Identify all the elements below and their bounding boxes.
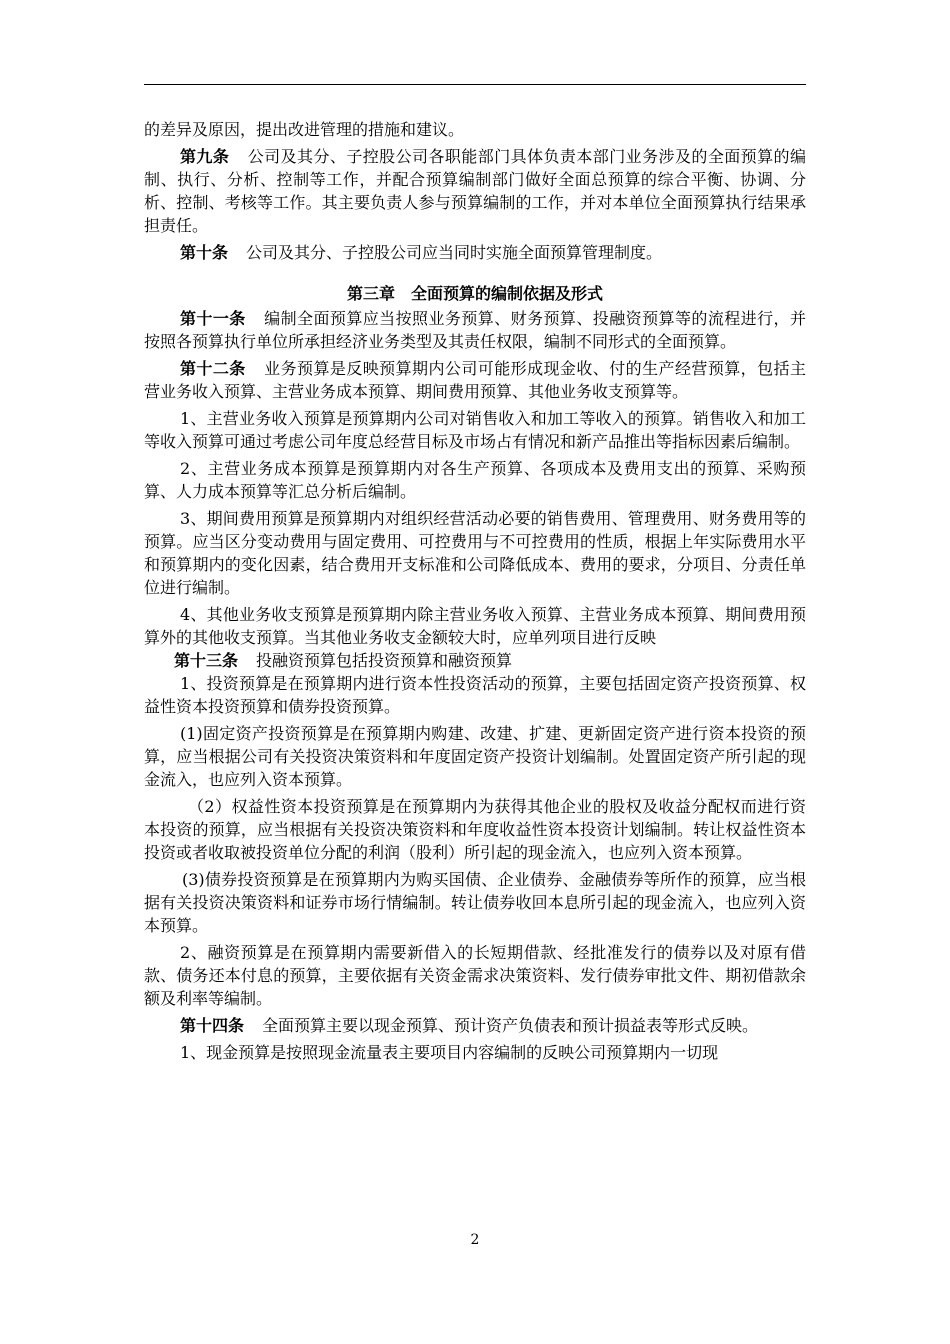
article-text: 公司及其分、子控股公司各职能部门具体负责本部门业务涉及的全面预算的编制、执行、分析、控制等工作，并配合预算编制部门做好全面总预算的综合平衡、协调、分析、控制、考核等工作。其主要负责人参与预算编制的工作，并对本单位全面预算执行结果承担责任。 — [144, 147, 806, 235]
clause: (1)固定资产投资预算是在预算期内购建、改建、扩建、更新固定资产进行资本投资的预算，应当根据公司有关投资决策资料和年度固定资产投资计划编制。处置固定资产所引起的现金流入，也应列入资本预算。 — [144, 724, 806, 789]
clause: (3)债券投资预算是在预算期内为购买国债、企业债券、金融债券等所作的预算，应当根据有关投资决策资料和证券市场行情编制。转让债券收回本息所引起的现金流入，也应列入资本预算。 — [144, 870, 806, 935]
article-11 — [144, 307, 806, 353]
paragraph: 的差异及原因，提出改进管理的措施和建议。 — [144, 120, 465, 139]
article-13 — [144, 649, 806, 672]
clause: 1、主营业务收入预算是预算期内公司对销售收入和加工等收入的预算。销售收入和加工等收入预算可通过考虑公司年度总经营目标及市场占有情况和新产品推出等指标因素后编制。 — [144, 409, 806, 451]
clause: 4、其他业务收支预算是预算期内除主营业务收入预算、主营业务成本预算、期间费用预算外的其他收支预算。当其他业务收支金额较大时，应单列项目进行反映 — [144, 605, 806, 647]
article-title: 第十四条 — [180, 1016, 245, 1035]
article-title: 第九条 — [180, 147, 230, 166]
chapter-heading: 第三章 全面预算的编制依据及形式 — [346, 284, 603, 303]
article-title: 第十一条 — [180, 309, 246, 328]
article-text: 编制全面预算应当按照业务预算、财务预算、投融资预算等的流程进行，并按照各预算执行单位所承担经济业务类型及其责任权限，编制不同形式的全面预算。 — [144, 309, 806, 351]
document-body — [144, 118, 806, 1068]
article-10 — [144, 241, 806, 264]
clause: 2、融资预算是在预算期内需要新借入的长短期借款、经批准发行的债券以及对原有借款、债务还本付息的预算，主要依据有关资金需求决策资料、发行债券审批文件、期初借款余额及利率等编制。 — [144, 943, 806, 1008]
article-9 — [144, 145, 806, 237]
article-text: 业务预算是反映预算期内公司可能形成现金收、付的生产经营预算，包括主营业务收入预算、主营业务成本预算、期间费用预算、其他业务收支预算等。 — [144, 359, 806, 401]
article-title: 第十二条 — [180, 359, 246, 378]
clause: 3、期间费用预算是预算期内对组织经营活动必要的销售费用、管理费用、财务费用等的预算。应当区分变动费用与固定费用、可控费用与不可控费用的性质，根据上年实际费用水平和预算期内的变化因素，结合费用开支标准和公司降低成本、费用的要求，分项目、分责任单位进行编制。 — [144, 509, 806, 597]
header-rule — [144, 84, 806, 85]
article-14 — [144, 1014, 806, 1037]
article-title: 第十三条 — [174, 651, 239, 670]
article-text: 全面预算主要以现金预算、预计资产负债表和预计损益表等形式反映。 — [262, 1016, 759, 1035]
article-text: 投融资预算包括投资预算和融资预算 — [256, 651, 513, 670]
page-number: 2 — [470, 1232, 480, 1248]
clause: 1、投资预算是在预算期内进行资本性投资活动的预算，主要包括固定资产投资预算、权益性资本投资预算和债券投资预算。 — [144, 674, 806, 716]
clause: 1、现金预算是按照现金流量表主要项目内容编制的反映公司预算期内一切现 — [180, 1043, 719, 1062]
article-text: 公司及其分、子控股公司应当同时实施全面预算管理制度。 — [246, 243, 663, 262]
clause: 2、主营业务成本预算是预算期内对各生产预算、各项成本及费用支出的预算、采购预算、人力成本预算等汇总分析后编制。 — [144, 459, 806, 501]
article-title: 第十条 — [180, 243, 229, 262]
clause: （2）权益性资本投资预算是在预算期内为获得其他企业的股权及收益分配权而进行资本投资的预算，应当根据有关投资决策资料和年度收益性资本投资计划编制。转让权益性资本投资或者收取被投资单位分配的利润（股利）所引起的现金流入，也应列入资本预算。 — [144, 797, 806, 862]
article-12 — [144, 357, 806, 403]
